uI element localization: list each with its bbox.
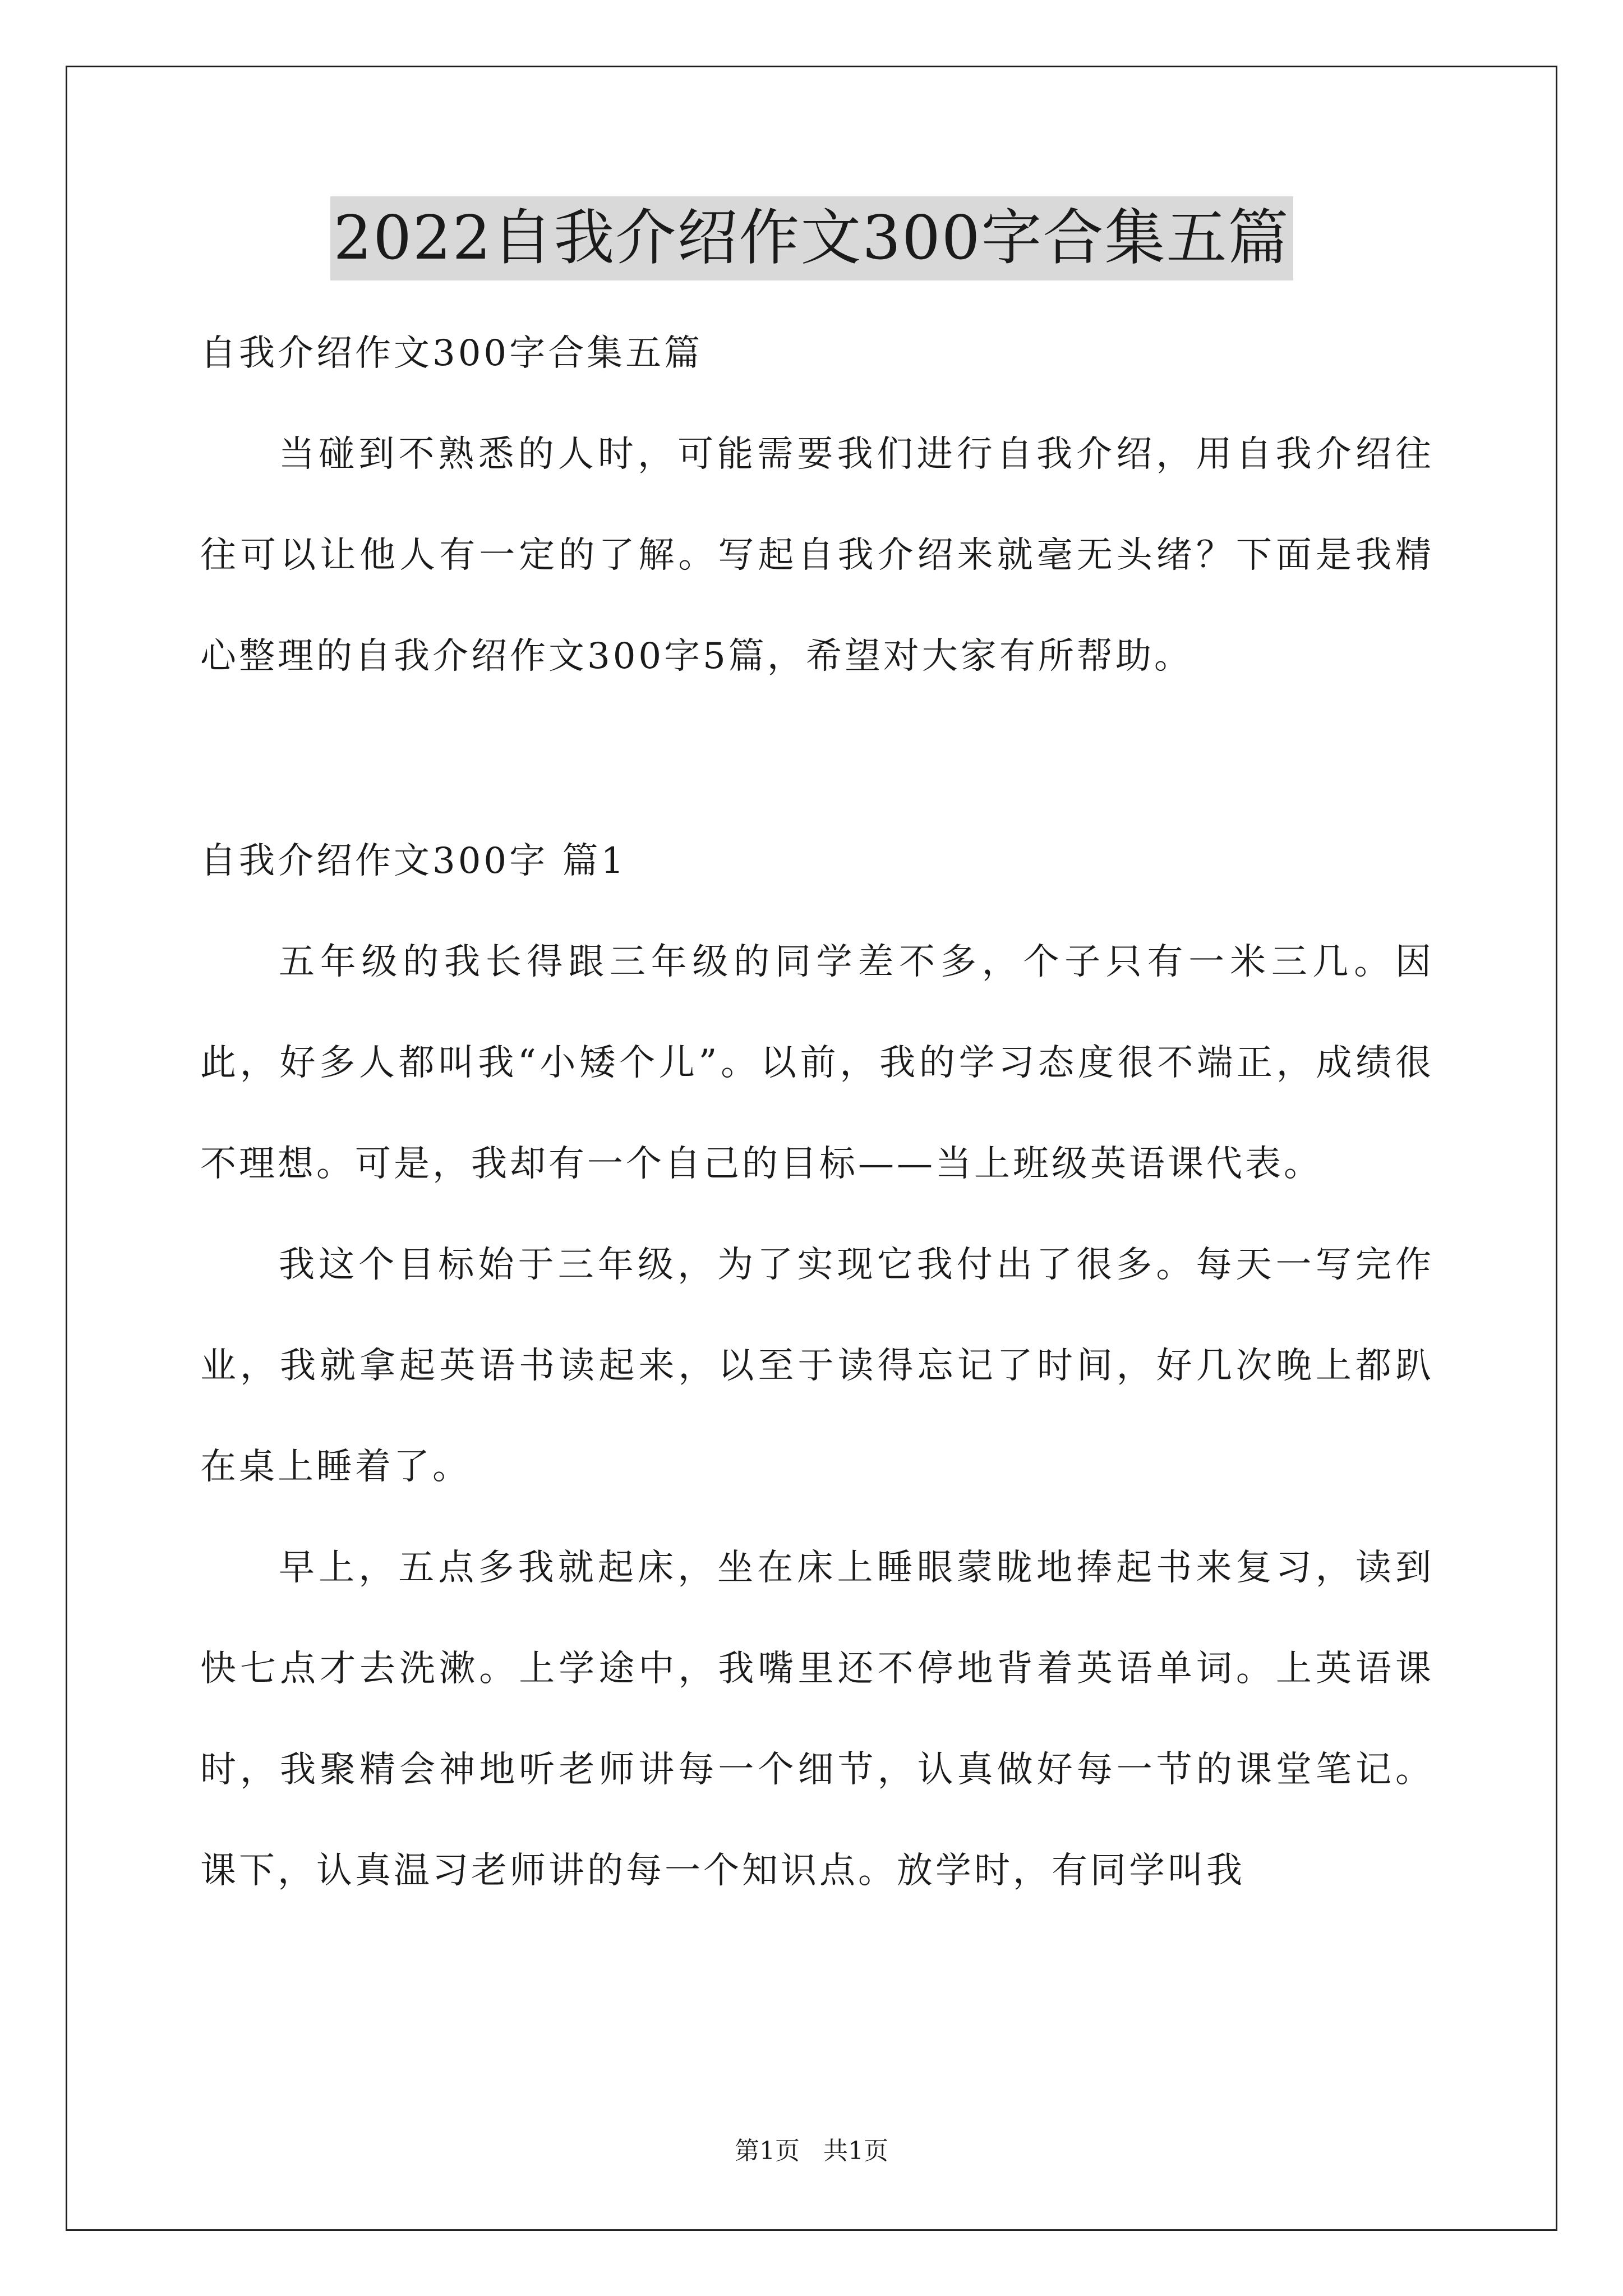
document-title: 2022自我介绍作文300字合集五篇 [330, 196, 1293, 280]
document-subtitle: 自我介绍作文300字合集五篇 [200, 333, 703, 374]
page-total: 共1页 [823, 2137, 888, 2165]
body-paragraph: 我这个目标始于三年级，为了实现它我付出了很多。每天一写完作业，我就拿起英语书读起来，以至于读得忘记了时间，好几次晚上都趴在桌上睡着了。 [200, 1244, 1434, 1488]
body-paragraph: 五年级的我长得跟三年级的同学差不多，个子只有一米三几。因此，好多人都叫我“小矮个儿”。以前，我的学习态度很不端正，成绩很不理想。可是，我却有一个自己的目标——当上班级英语课代表。 [200, 941, 1434, 1185]
section-heading: 自我介绍作文300字 篇1 [200, 840, 627, 882]
section-spacer [200, 707, 1434, 811]
intro-paragraph: 当碰到不熟悉的人时，可能需要我们进行自我介绍，用自我介绍往往可以让他人有一定的了解。写起自我介绍来就毫无头绪？下面是我精心整理的自我介绍作文300字5篇，希望对大家有所帮助。 [200, 434, 1434, 677]
page-footer [0, 2134, 1623, 2168]
document-body [200, 303, 1434, 1921]
page-number: 第1页 [735, 2137, 800, 2165]
title-container [0, 196, 1623, 280]
body-paragraph: 早上，五点多我就起床，坐在床上睡眼蒙眬地捧起书来复习，读到快七点才去洗漱。上学途中，我嘴里还不停地背着英语单词。上英语课时，我聚精会神地听老师讲每一个细节，认真做好每一节的课堂笔记。课下，认真温习老师讲的每一个知识点。放学时，有同学叫我 [200, 1547, 1434, 1892]
